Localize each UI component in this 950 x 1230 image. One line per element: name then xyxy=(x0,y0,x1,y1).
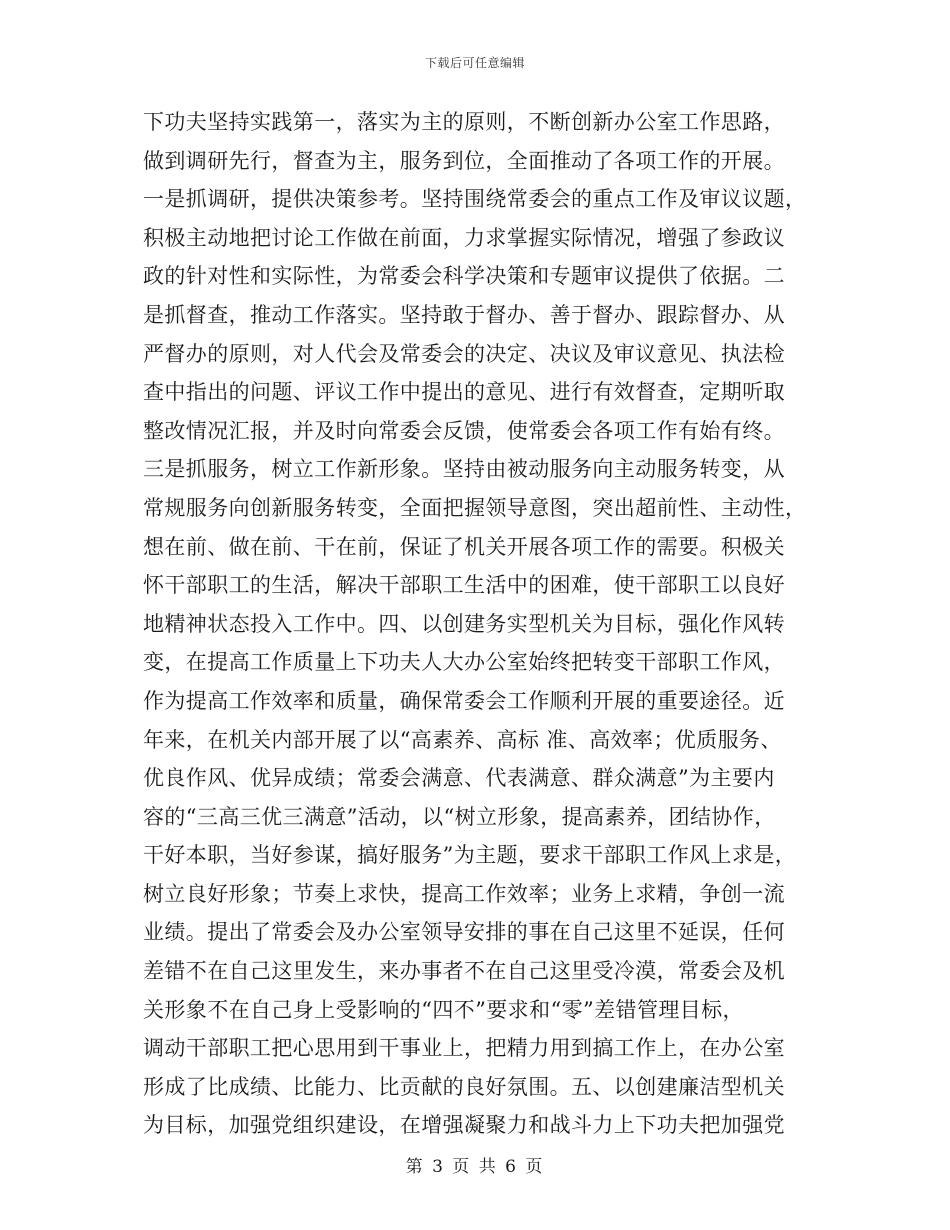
text-line: 三是抓服务，树立工作新形象。坚持由被动服务向主动服务转变，从 xyxy=(143,457,785,482)
text-line: 为目标，加强党组织建设，在增强凝聚力和战斗力上下功夫把加强党 xyxy=(143,1113,785,1138)
text-line: 是抓督查，推动工作落实。坚持敢于督办、善于督办、跟踪督办、从 xyxy=(143,302,785,327)
text-line: 优良作风、优异成绩；常委会满意、代表满意、群众满意”为主要内 xyxy=(143,766,775,791)
text-line: 干好本职，当好参谋，搞好服务”为主题，要求干部职工作风上求是， xyxy=(143,843,797,868)
text-line: 整改情况汇报，并及时向常委会反馈，使常委会各项工作有始有终。 xyxy=(143,418,785,443)
text-line: 下功夫坚持实践第一，落实为主的原则，不断创新办公室工作思路， xyxy=(143,110,785,134)
text-line: 差错不在自己这里发生，来办事者不在自己这里受冷漠，常委会及机 xyxy=(143,959,785,984)
page-header: 下载后可任意编辑 xyxy=(424,56,525,70)
text-line: 积极主动地把讨论工作做在前面，力求掌握实际情况，增强了参政议 xyxy=(143,225,785,250)
page-number-footer: 第 3 页 共 6 页 xyxy=(405,1157,545,1177)
text-line: 查中指出的问题、评议工作中提出的意见、进行有效督查，定期听取 xyxy=(143,380,785,405)
text-line: 作为提高工作效率和质量，确保常委会工作顺利开展的重要途径。近 xyxy=(143,688,785,713)
text-line: 想在前、做在前、干在前，保证了机关开展各项工作的需要。积极关 xyxy=(143,534,785,559)
text-line: 常规服务向创新服务转变，全面把握领导意图，突出超前性、主动性， xyxy=(143,495,807,520)
text-line: 容的“三高三优三满意”活动，以“树立形象，提高素养，团结协作， xyxy=(143,804,776,829)
text-line: 关形象不在自己身上受影响的“四不”要求和“零”差错管理目标， xyxy=(143,997,744,1022)
body-text xyxy=(143,103,815,1145)
text-line: 做到调研先行，督查为主，服务到位，全面推动了各项工作的开展。 xyxy=(143,148,785,173)
text-line: 调动干部职工把心思用到干事业上，把精力用到搞工作上，在办公室 xyxy=(143,1036,785,1061)
text-line: 怀干部职工的生活，解决干部职工生活中的困难，使干部职工以良好 xyxy=(143,573,785,598)
text-line: 地精神状态投入工作中。四、以创建务实型机关为目标，强化作风转 xyxy=(143,611,785,636)
text-line: 业绩。提出了常委会及办公室领导安排的事在自己这里不延误，任何 xyxy=(143,920,785,945)
text-line: 政的针对性和实际性，为常委会科学决策和专题审议提供了依据。二 xyxy=(143,264,785,289)
text-line: 形成了比成绩、比能力、比贡献的良好氛围。五、以创建廉洁型机关 xyxy=(143,1074,785,1099)
text-line: 年来，在机关内部开展了以“高素养、高标 准、高效率；优质服务、 xyxy=(143,727,782,752)
text-line: 严督办的原则，对人代会及常委会的决定、决议及审议意见、执法检 xyxy=(143,341,785,366)
text-line: 变，在提高工作质量上下功夫人大办公室始终把转变干部职工作风， xyxy=(143,650,785,675)
text-line: 树立良好形象；节奏上求快，提高工作效率；业务上求精，争创一流 xyxy=(143,881,785,906)
text-line: 一是抓调研，提供决策参考。坚持围绕常委会的重点工作及审议议题， xyxy=(143,187,807,212)
